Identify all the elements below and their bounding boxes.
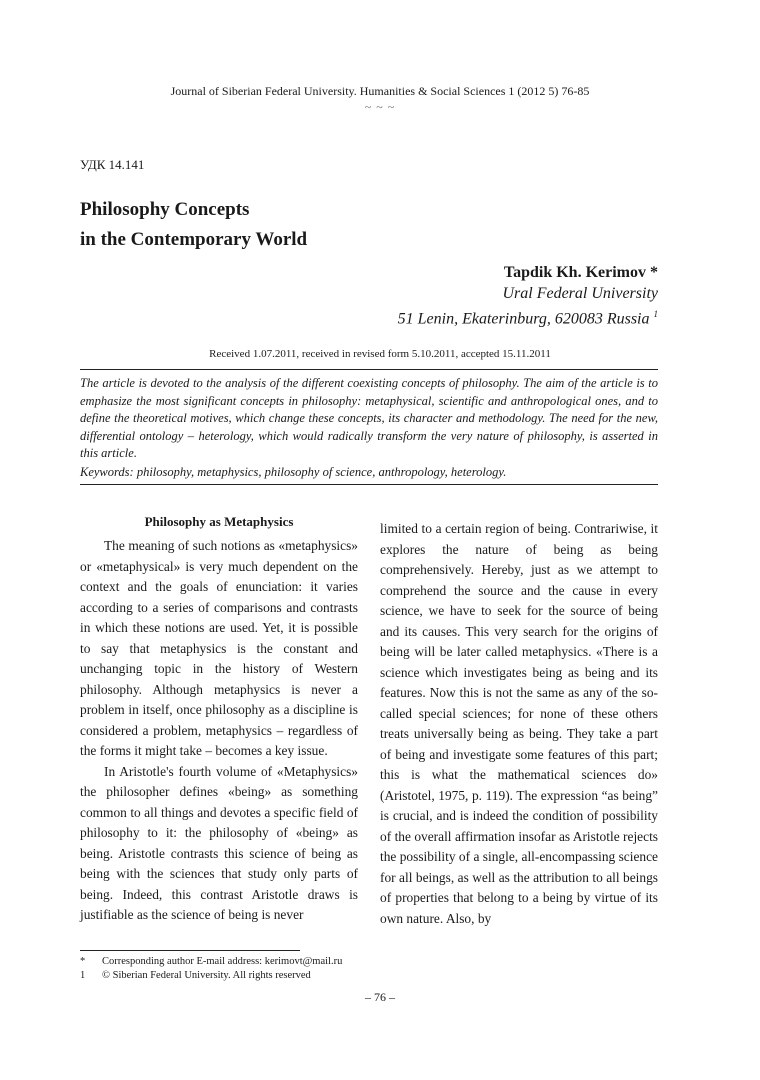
- header-ornament: ~ ~ ~: [364, 100, 396, 114]
- abstract-top-rule: [80, 369, 658, 370]
- footnote-mark: *: [80, 956, 86, 967]
- author-address-text: 51 Lenin, Ekaterinburg, 620083 Russia: [397, 310, 650, 328]
- body-column-right: [380, 519, 658, 929]
- section-heading: Philosophy as Metaphysics: [144, 514, 294, 529]
- footnote-text: Corresponding author E-mail address: kerimovt@mail.ru: [102, 956, 343, 967]
- author-affiliation: Ural Federal University: [502, 285, 658, 302]
- author-address: [398, 304, 658, 329]
- footnote: [80, 955, 342, 969]
- body-column-left: [80, 514, 358, 926]
- author-block: [398, 262, 658, 329]
- body-paragraph: The meaning of such notions as «metaphysics» or «metaphysical» is very much dependent on the context and the goals of enunciation: it varies according to a series of comparisons and contrasts in which these notions are used. Yet, it is possible to say that metaphysics is the constant and unchanging topic in the history of Western philosophy. Although metaphysics is never a problem in itself, once philosophy as a discipline is considered a problem, metaphysics – regardless of the forms it might take – becomes a key issue.: [80, 538, 358, 758]
- footnote: [80, 969, 311, 983]
- footnote-text: © Siberian Federal University. All rights reserved: [102, 970, 311, 981]
- body-paragraph: limited to a certain region of being. Contrariwise, it explores the nature of being as being comprehensively. Hereby, just as we attempt to comprehend the source and the cause in every science, we have to seek for the source of being and its causes. This very search for the origins of being will be later called metaphysics. «There is a science which investigates being as being and its features. Now this is not the same as any of the so-called special sciences; for none of these others treats universally being as being. They take a part of being and investigate some features of this part; this is what the mathematical sciences do» (Aristotel, 1975, p. 119). The expression “as being” is crucial, and is indeed the condition of possibility of the overall affirmation insofar as Aristotle rejects the possibility of a single, all-encompassing science for all beings, as well as the attribution to all beings of properties that belong to a being by virtue of its own nature. Also, by: [380, 521, 658, 926]
- article-title: [80, 195, 307, 255]
- footnote-mark: 1: [80, 970, 86, 981]
- abstract-bottom-rule: [80, 484, 658, 485]
- footnote-rule: [80, 950, 300, 951]
- udk-code: УДК 14.141: [80, 157, 145, 172]
- page-number: – 76 –: [365, 990, 395, 1004]
- title-line-1: Philosophy Concepts: [80, 199, 250, 220]
- author-name: Tapdik Kh. Kerimov *: [503, 264, 658, 281]
- author-address-sup: 1: [653, 309, 658, 319]
- abstract: The article is devoted to the analysis of the different coexisting concepts of philosophy. The aim of the article is to emphasize the most significant concepts in philosophy: metaphysical, scientific and anthropological ones, and to define the theoretical motives, which change these concepts, its character and methodology. The need for the new, differential ontology – heterology, which would radically transform the very nature of philosophy, is asserted in this article.: [80, 376, 658, 460]
- keywords: Keywords: philosophy, metaphysics, philosophy of science, anthropology, heterology.: [80, 465, 507, 479]
- title-line-2: in the Contemporary World: [80, 229, 308, 250]
- journal-header: Journal of Siberian Federal University. Humanities & Social Sciences 1 (2012 5) 76-85: [170, 84, 590, 98]
- received-dates: Received 1.07.2011, received in revised form 5.10.2011, accepted 15.11.2011: [209, 348, 551, 360]
- body-paragraph: In Aristotle's fourth volume of «Metaphysics» the philosopher defines «being» as something common to all things and devotes a specific field of philosophy to it: the philosophy of «being» as being. Aristotle contrasts this science of being as being with the sciences that study only parts of being. Indeed, this contrast Aristotle draws is justifiable as the science of being is never: [80, 763, 358, 922]
